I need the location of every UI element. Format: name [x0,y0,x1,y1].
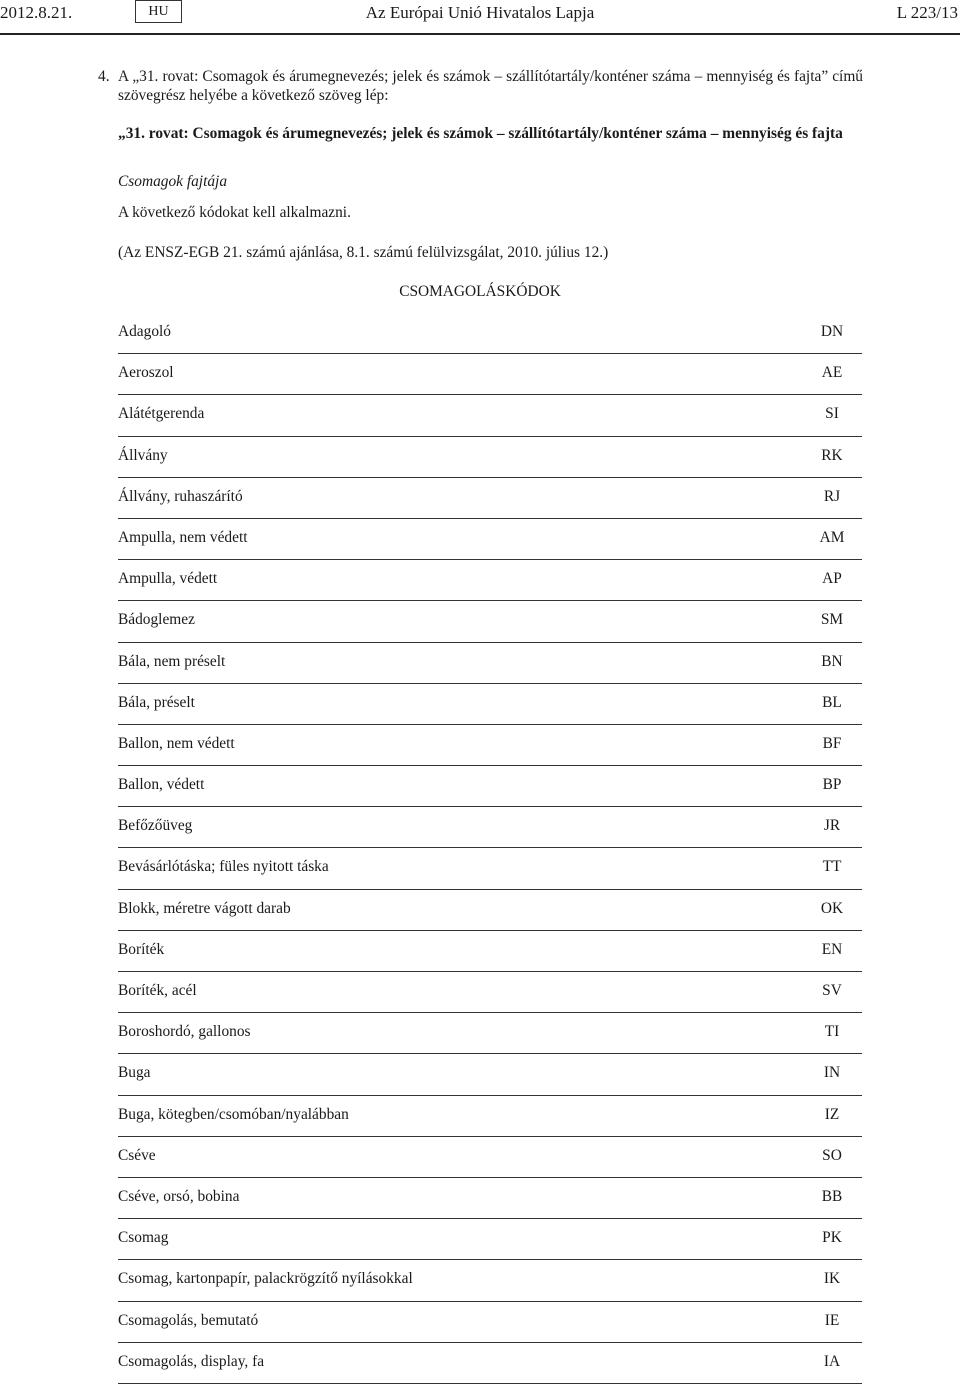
package-code: TI [824,1023,840,1041]
package-code: BL [822,693,842,711]
package-type-name: Boríték, acél [118,982,197,999]
package-type-name: Aeroszol [118,364,174,382]
package-code: IK [823,1270,841,1288]
package-type-name: Boríték [118,940,165,958]
page-reference: L 223/13 [896,3,958,22]
table-row [118,890,862,931]
package-type-name: Csomagolás, display, fa [118,1352,265,1370]
package-code: IA [823,1352,841,1370]
table-row [118,313,862,354]
header-rule [0,33,960,35]
package-code: IN [823,1064,841,1082]
package-type-name: Befőzőüveg [118,817,193,835]
codes-note: A következő kódokat kell alkalmazni. [118,204,351,221]
package-code: SV [822,982,842,999]
table-row [118,560,862,601]
package-code: TT [822,858,842,876]
journal-title: Az Európai Unió Hivatalos Lapja [365,3,595,22]
package-type-name: Bádoglemez [118,611,195,629]
table-row [118,931,862,972]
package-code: SM [820,611,844,629]
package-code: AE [821,364,843,382]
package-code: DN [820,323,844,340]
package-code: IE [824,1311,840,1329]
package-type-name: Bála, préselt [118,693,195,711]
table-row [118,1178,862,1219]
table-row [118,519,862,560]
package-type-name: Bevásárlótáska; füles nyitott táska [118,858,329,876]
table-row [118,601,862,642]
table-row [118,478,862,519]
package-code: BB [821,1187,843,1205]
package-type-name: Boroshordó, gallonos [118,1023,251,1041]
package-code: AP [822,570,842,588]
table-row [118,1054,862,1095]
package-code: SO [822,1146,842,1164]
table-row [118,1302,862,1343]
package-code: OK [820,899,844,917]
package-code: RJ [823,487,841,505]
table-row [118,1260,862,1301]
table-row [118,1219,862,1260]
amendment-text: A „31. rovat: Csomagok és árumegnevezés; jelek és számok – szállítótartály/konténer száma – mennyiség és fajta” című szövegrész helyébe a következő szöveg lép: [118,68,863,104]
amendment-number: 4. [98,68,110,85]
package-code: EN [821,940,843,958]
table-row [118,766,862,807]
package-type-name: Csomag [118,1229,169,1247]
table-row [118,807,862,848]
header-date: 2012.8.21. [0,3,73,22]
package-type-name: Buga [118,1064,151,1082]
table-row [118,848,862,889]
page-header [0,0,960,26]
package-type-name: Ballon, nem védett [118,734,235,752]
package-type-name: Blokk, méretre vágott darab [118,899,291,917]
table-row [118,643,862,684]
package-type-name: Ampulla, védett [118,570,218,588]
package-code: BP [822,776,842,794]
package-type-name: Alátétgerenda [118,405,205,423]
table-row [118,725,862,766]
package-code: BF [822,734,842,752]
package-type-name: Bála, nem préselt [118,652,226,670]
package-type-name: Cséve, orsó, bobina [118,1187,240,1205]
package-type-name: Csomagolás, bemutató [118,1311,259,1329]
table-row [118,972,862,1013]
package-type-name: Ballon, védett [118,776,205,794]
package-code: BN [821,652,843,670]
language-badge: HU [135,0,182,23]
table-row [118,1137,862,1178]
package-type-name: Adagoló [118,323,172,340]
package-code: IZ [824,1105,840,1123]
reference-note: (Az ENSZ-EGB 21. számú ajánlása, 8.1. számú felülvizsgálat, 2010. július 12.) [118,244,609,261]
package-type-name: Állvány, ruhaszárító [118,487,243,505]
package-type-name: Buga, kötegben/csomóban/nyalábban [118,1105,349,1123]
section-heading: „31. rovat: Csomagok és árumegnevezés; jelek és számok – szállítótartály/konténer száma – mennyiség és fajta [118,125,843,142]
package-code: PK [822,1229,842,1247]
table-row [118,437,862,478]
package-type-name: Ampulla, nem védett [118,528,248,546]
table-row [118,1343,862,1384]
table-row [118,395,862,436]
table-title: CSOMAGOLÁSKÓDOK [399,283,561,300]
package-code: RK [821,446,843,464]
package-type-name: Állvány [118,446,168,464]
table-row [118,1096,862,1137]
package-type-name: Cséve [118,1146,156,1164]
subheading: Csomagok fajtája [118,173,228,190]
table-row [118,1013,862,1054]
package-type-name: Csomag, kartonpapír, palackrögzítő nyílásokkal [118,1270,413,1288]
table-row [118,354,862,395]
package-code: SI [825,405,839,423]
package-code: JR [823,817,841,835]
package-code: AM [819,528,845,546]
packaging-codes-table [118,313,862,1384]
table-row [118,684,862,725]
